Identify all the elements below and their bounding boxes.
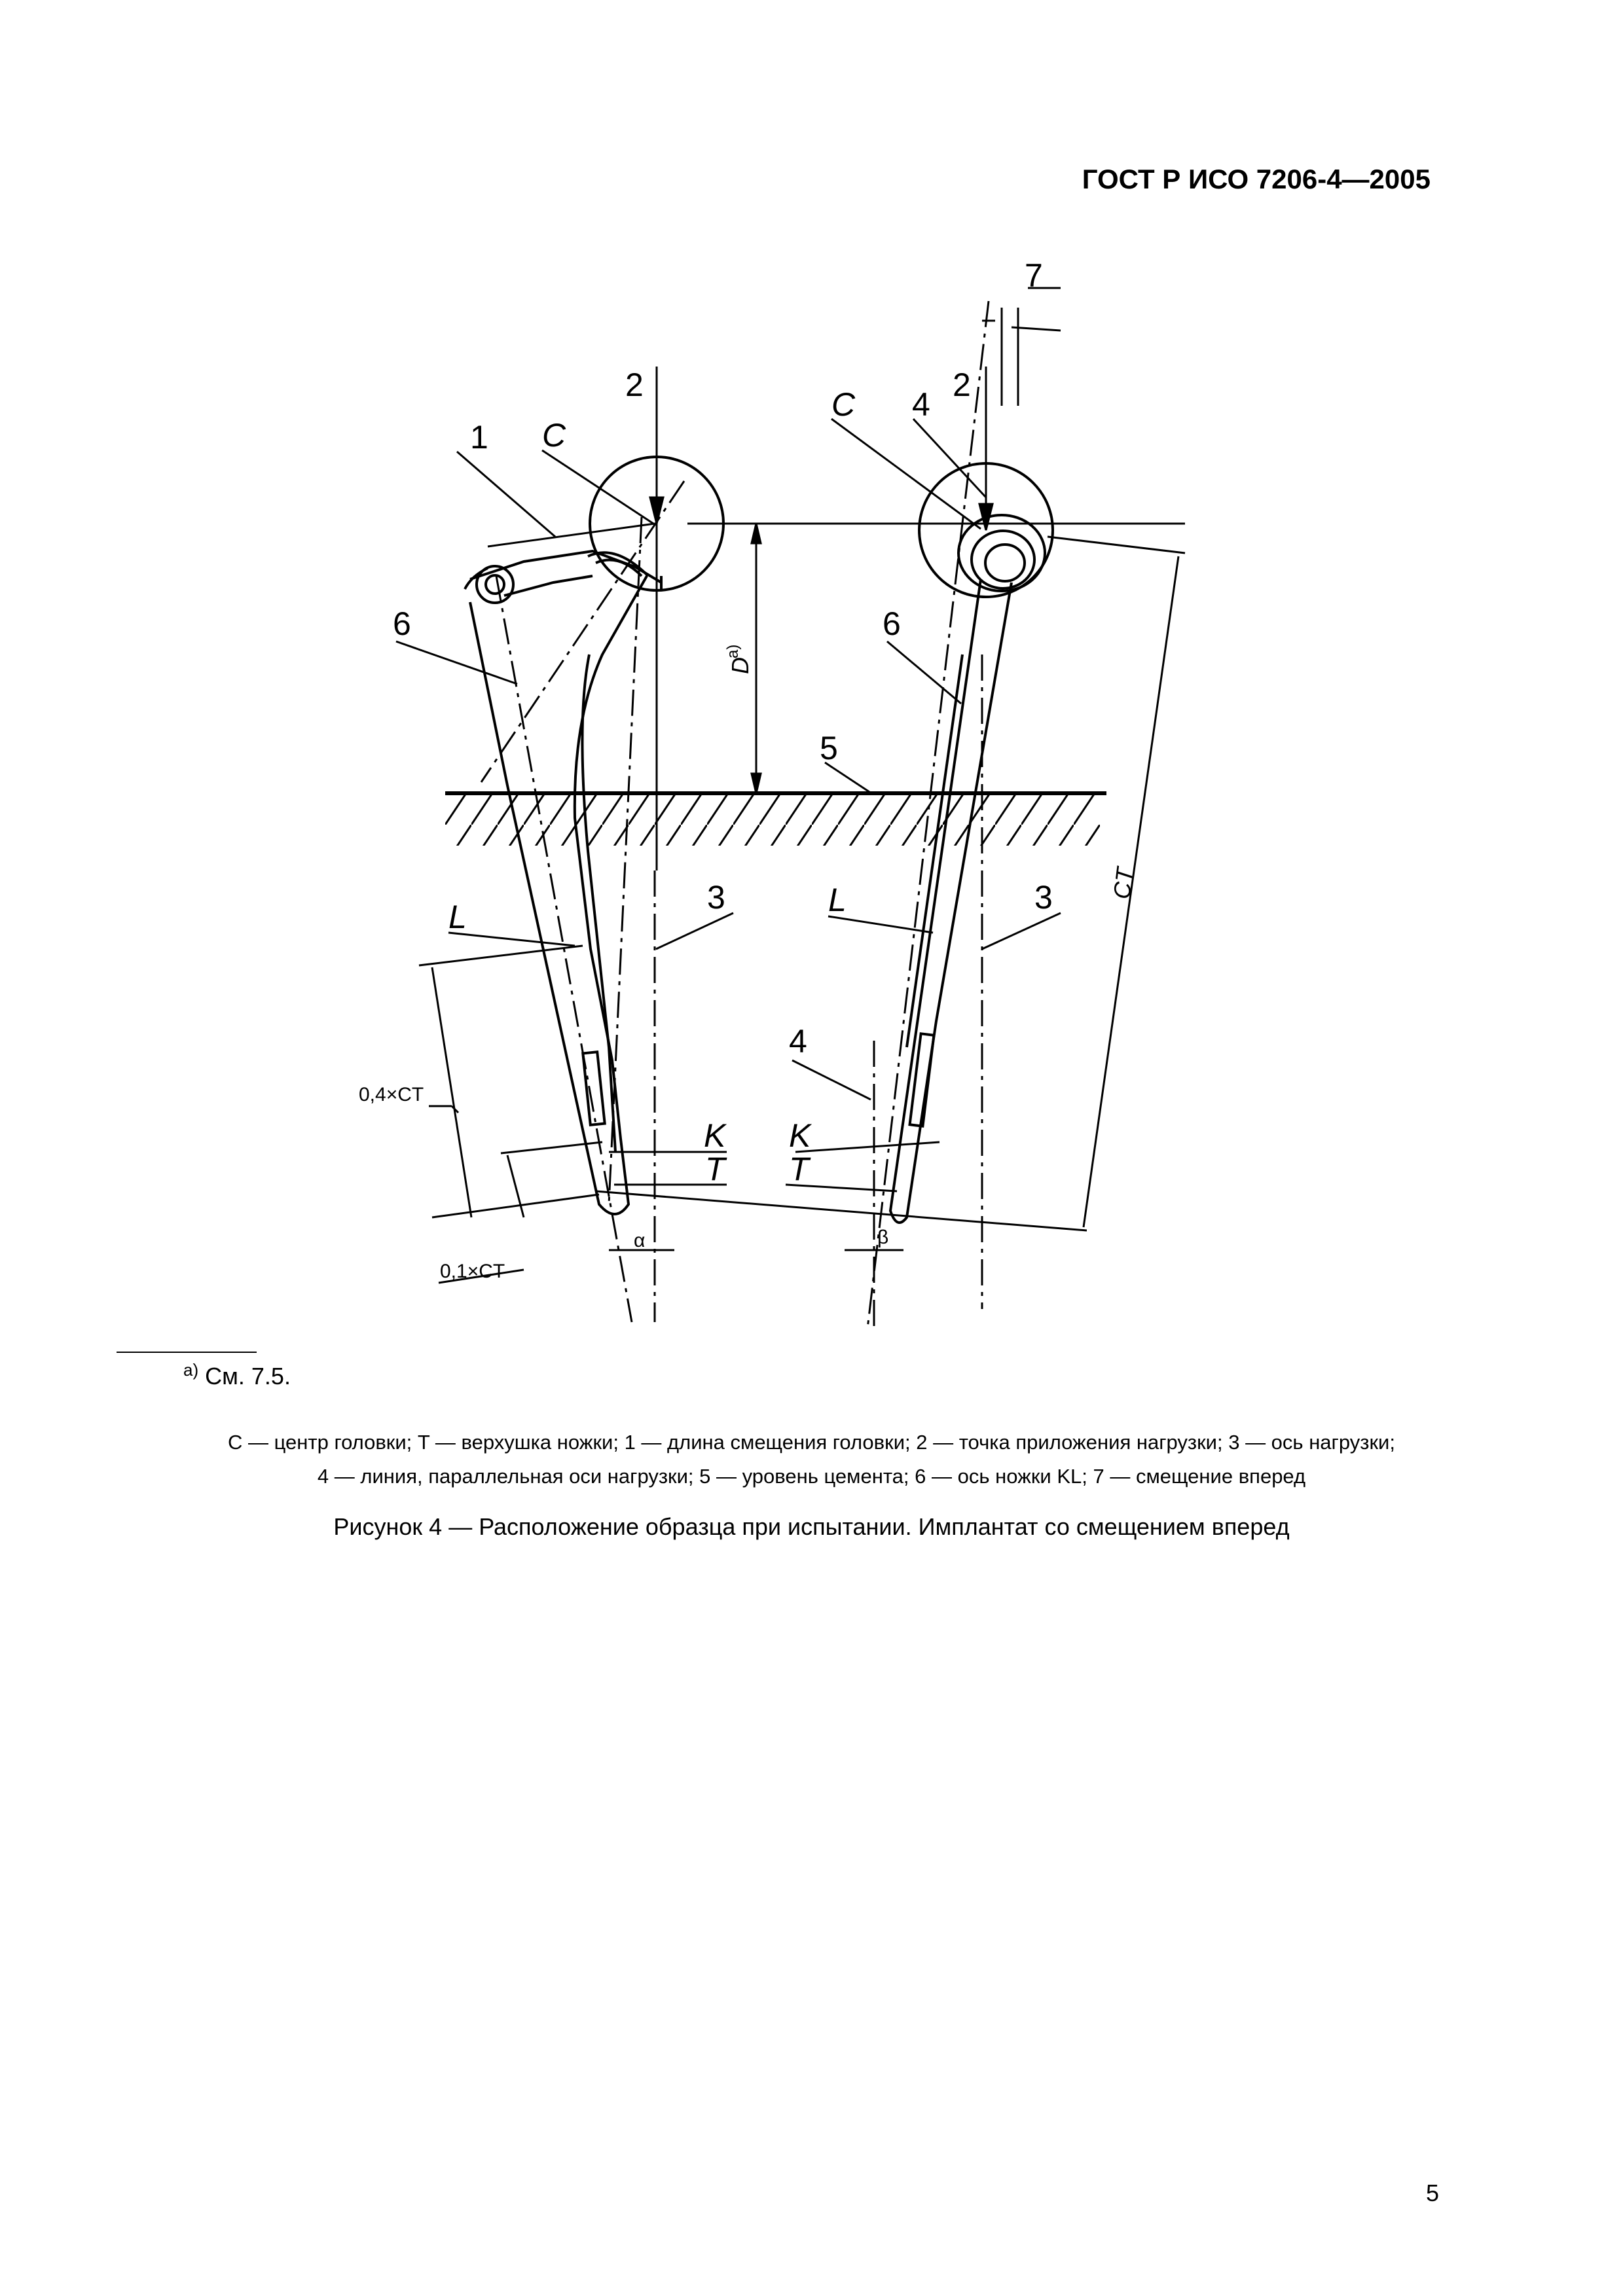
callout-4-top: 4 xyxy=(912,386,930,423)
label-k-left: K xyxy=(704,1117,726,1154)
document-header: ГОСТ Р ИСО 7206-4—2005 xyxy=(1082,164,1431,194)
figure-legend xyxy=(131,1426,1492,1494)
legend-line-2: 4 — линия, параллельная оси нагрузки; 5 — уровень цемента; 6 — ось ножки KL; 7 — смещение вперед xyxy=(317,1465,1306,1488)
callout-1: 1 xyxy=(470,419,488,456)
label-c-left: C xyxy=(542,417,566,454)
callout-7: 7 xyxy=(1025,257,1043,294)
footnote xyxy=(183,1360,291,1390)
callout-4-bottom: 4 xyxy=(789,1023,807,1060)
dim-04ct-label: 0,4×CT xyxy=(359,1084,424,1105)
callout-6-right: 6 xyxy=(883,605,901,642)
callout-2-right: 2 xyxy=(953,367,971,403)
angle-beta-label: β xyxy=(877,1227,889,1248)
label-l-left: L xyxy=(448,899,467,935)
footnote-rule xyxy=(117,1352,257,1353)
legend-line-1: C — центр головки; T — верхушка ножки; 1 — длина смещения головки; 2 — точка приложения нагрузки; 3 — ось нагрузки; xyxy=(228,1431,1395,1454)
dim-01ct-label: 0,1×CT xyxy=(440,1261,505,1282)
dim-d-superscript: a) xyxy=(724,644,742,658)
label-l-right: L xyxy=(828,882,847,918)
footnote-mark: a) xyxy=(183,1360,199,1380)
label-t-left: T xyxy=(705,1151,725,1187)
callout-3-left: 3 xyxy=(707,879,725,916)
callout-3-right: 3 xyxy=(1034,879,1053,916)
callout-2-left: 2 xyxy=(625,367,644,403)
angle-alpha-label: α xyxy=(634,1230,646,1251)
callout-5: 5 xyxy=(820,730,838,766)
label-t-right: T xyxy=(789,1151,809,1187)
figure-caption: Рисунок 4 — Расположение образца при испытании. Имплантат со смещением вперед xyxy=(333,1513,1290,1540)
label-k-right: K xyxy=(789,1117,811,1154)
dim-d-label: D xyxy=(727,657,754,674)
label-c-right: C xyxy=(831,386,856,423)
callout-6-left: 6 xyxy=(393,605,411,642)
dim-ct-label: CT xyxy=(1108,866,1139,901)
page-number: 5 xyxy=(1425,2179,1439,2206)
footnote-text: См. 7.5. xyxy=(205,1363,291,1390)
